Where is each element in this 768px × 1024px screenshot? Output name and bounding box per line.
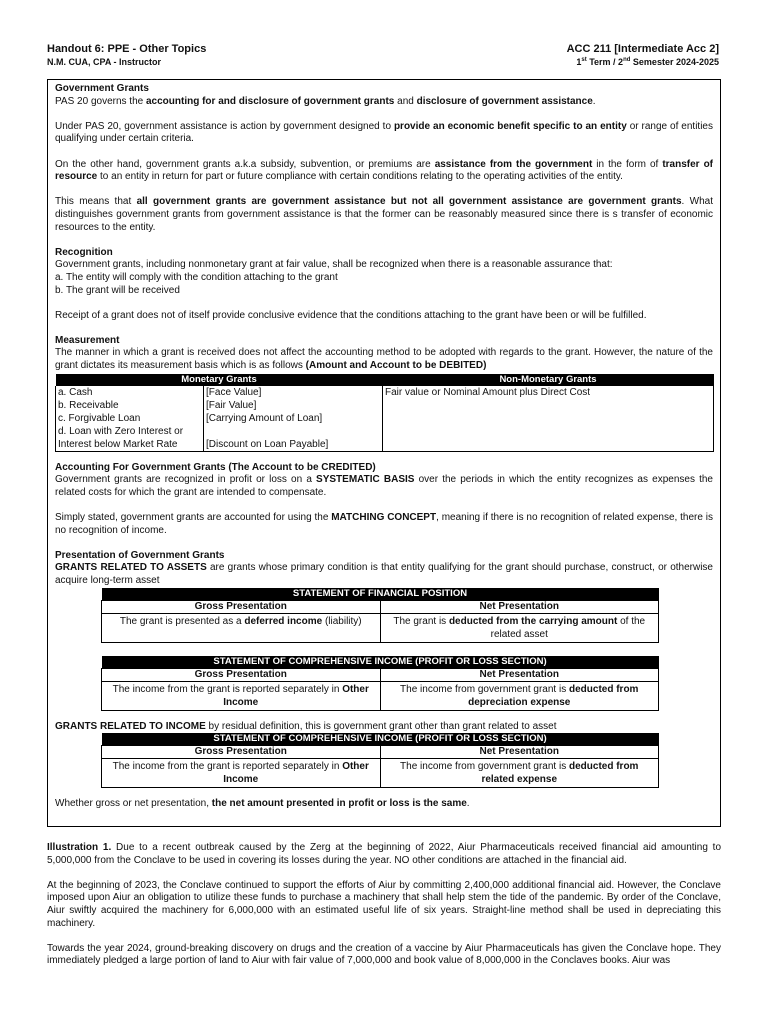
gross-cell: The grant is presented as a deferred income (liability) [102,613,381,642]
illustration-section [47,842,721,968]
recognition-receipt-note: Receipt of a grant does not of itself provide conclusive evidence that the conditions attaching to the grant have been or will be fulfilled. [55,309,647,321]
recognition-item-b: b. The grant will be received [55,284,180,296]
illustration-p2: At the beginning of 2023, the Conclave continued to support the efforts of Aiur by committing 2,400,000 additional financial aid. However, the Conclave imposed upon Aiur an obligation to utilize these funds to purchase a machinery that shall help stem the tide of the pandemic. By order of the Conclave, Aiur swiftly acquired the machinery for 6,000,000 with an estimated useful life of six years. Straight-line method shall be used in depreciating this machinery. [47,879,721,929]
gross-presentation-header: Gross Presentation [102,600,381,613]
net-presentation-header: Net Presentation [380,600,659,613]
net-cell: The income from government grant is deducted from related expense [380,759,659,788]
table-cell [204,425,383,438]
accounting-p2: Simply stated, government grants are accounted for using the MATCHING CONCEPT, meaning if there is no recognition of related expense, there is no recognition of income. [55,512,713,536]
accounting-p1: Government grants are recognized in profit or loss on a SYSTEMATIC BASIS over the periods in which the entity recognizes as expenses the related costs for which the grant are intended to compensate. [55,474,713,498]
nonmonetary-basis-cell: Fair value or Nominal Amount plus Direct Cost [383,386,714,452]
net-presentation-header: Net Presentation [380,668,659,681]
table-cell: c. Forgivable Loan [56,412,204,425]
sfp-title: STATEMENT OF FINANCIAL POSITION [102,588,659,601]
table-cell: a. Cash [56,386,204,399]
monetary-grants-header: Monetary Grants [56,374,383,386]
sci-assets-table [101,656,659,711]
term-label: 1st Term / 2nd Semester 2024-2025 [576,57,719,67]
table-cell: [Fair Value] [204,399,383,412]
gross-cell: The income from the grant is reported separately in Other Income [102,759,381,788]
sci-title: STATEMENT OF COMPREHENSIVE INCOME (PROFIT OR LOSS SECTION) [102,733,659,746]
table-cell: Interest below Market Rate [56,438,204,452]
table-cell: [Discount on Loan Payable] [204,438,383,452]
handout-title: Handout 6: PPE - Other Topics [47,43,207,55]
section-heading-accounting: Accounting For Government Grants (The Account to be CREDITED) [55,461,376,473]
measurement-text: The manner in which a grant is received does not affect the accounting method to be adopted with regards to the grant. However, the nature of the grant dictates its measurement basis which is as follows (Amount and Account to be DEBITED) [55,347,713,372]
net-presentation-header: Net Presentation [380,746,659,759]
sci-income-table [101,733,659,788]
recognition-intro: Government grants, including nonmonetary grant at fair value, shall be recognized when there is a reasonable assurance that: [55,259,613,271]
net-cell: The grant is deducted from the carrying amount of the related asset [380,613,659,642]
instructor-name: N.M. CUA, CPA - Instructor [47,57,161,67]
section-heading-government-grants: Government Grants [55,83,149,94]
presentation-closing: Whether gross or net presentation, the net amount presented in profit or loss is the same. [55,798,470,810]
net-cell: The income from government grant is deducted from depreciation expense [380,681,659,710]
section-heading-measurement: Measurement [55,334,120,346]
grants-related-to-income: GRANTS RELATED TO INCOME by residual definition, this is government grant other than grant related to asset [55,720,557,732]
grants-related-to-assets: GRANTS RELATED TO ASSETS are grants whose primary condition is that entity qualifying for the grant should purchase, construct, or otherwise acquire long-term asset [55,562,713,586]
sfp-table [101,588,659,643]
table-cell: [Carrying Amount of Loan] [204,412,383,425]
course-code: ACC 211 [Intermediate Acc 2] [566,43,719,55]
illustration-p1: Illustration 1. Due to a recent outbreak caused by the Zerg at the beginning of 2022, Aiur Pharmaceuticals received financial aid amounting to 5,000,000 from the Conclave to be used in covering its losses during the year. NO other conditions are attached in the financial aid. [47,842,722,866]
paragraph-assistance-definition: Under PAS 20, government assistance is action by government designed to provide an economic benefit specific to an entity or range of entities qualifying under certain criteria. [55,120,713,145]
recognition-item-a: a. The entity will comply with the condition attaching to the grant [55,271,338,283]
table-cell: b. Receivable [56,399,204,412]
paragraph-grants-definition: On the other hand, government grants a.k.a subsidy, subvention, or premiums are assistance from the government in the form of transfer of resource to an entity in return for part or future compliance with certain conditions relating to the operating activities of the entity. [55,158,714,183]
illustration-p3: Towards the year 2024, ground-breaking discovery on drugs and the creation of a vaccine by Aiur Pharmaceuticals has given the Conclave hope. They immediately pledged a large portion of land to Aiur with fair value of 7,000,000 and book value of 8,000,000 in the Conclaves books. Aiur was [47,942,721,967]
section-heading-recognition: Recognition [55,246,113,258]
measurement-table [55,374,714,452]
sci-title: STATEMENT OF COMPREHENSIVE INCOME (PROFIT OR LOSS SECTION) [102,656,659,669]
nonmonetary-grants-header: Non-Monetary Grants [383,374,714,386]
table-cell: d. Loan with Zero Interest or [56,425,204,438]
content-box [47,79,721,827]
gross-cell: The income from the grant is reported separately in Other Income [102,681,381,710]
gross-presentation-header: Gross Presentation [102,668,381,681]
page-header [47,42,719,68]
paragraph-pas20: PAS 20 governs the accounting for and disclosure of government grants and disclosure of government assistance. [55,95,596,107]
gross-presentation-header: Gross Presentation [102,746,381,759]
paragraph-distinction: This means that all government grants are government assistance but not all government assistance are government grants. What distinguishes government grants from government assistance is that the former can be reasonably measured since there is s transfer of economic resources to the entity. [55,196,713,233]
table-cell: [Face Value] [204,386,383,399]
section-heading-presentation: Presentation of Government Grants [55,549,225,561]
